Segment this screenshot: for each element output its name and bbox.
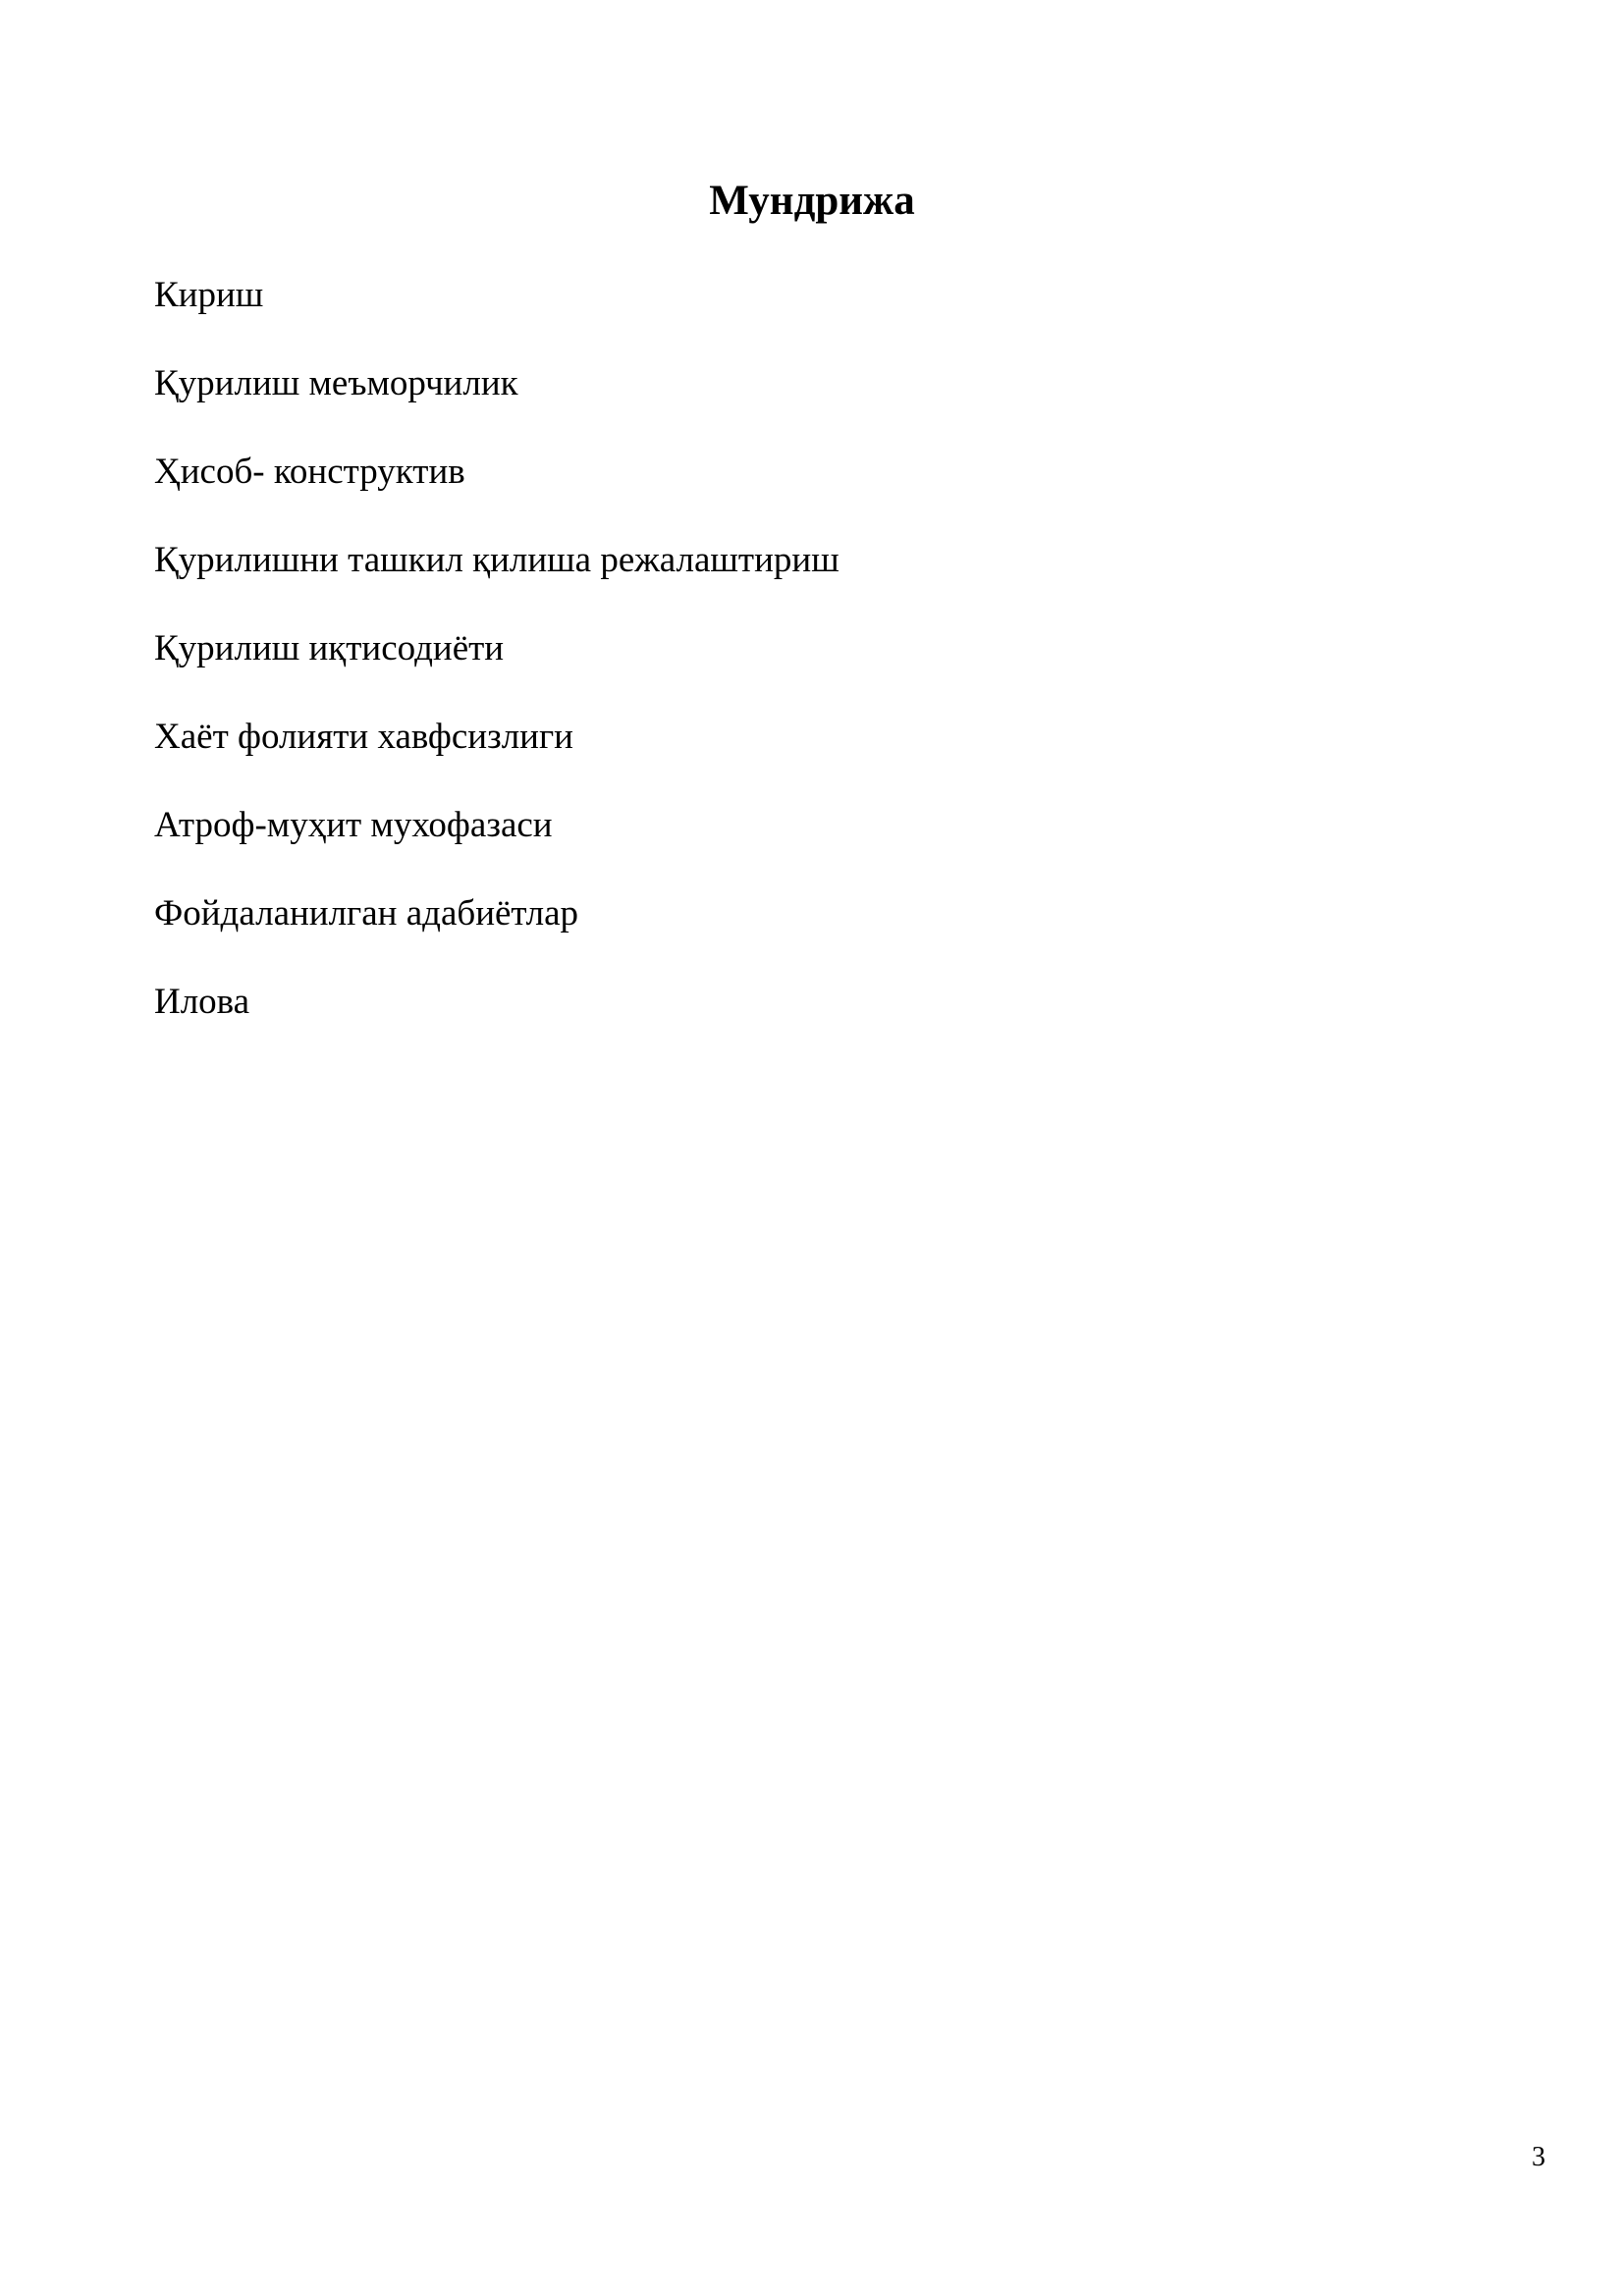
toc-item-life-safety: Хаёт фолияти хавфсизлиги — [154, 717, 573, 757]
page-number: 3 — [1532, 2142, 1545, 2172]
toc-item-references: Фойдаланилган адабиётлар — [154, 893, 579, 934]
toc-item-introduction: Кириш — [154, 275, 264, 315]
table-of-contents — [154, 273, 839, 1068]
page-title: Мундрижа — [709, 178, 915, 224]
toc-item-structural-calculation: Ҳисоб- конструктив — [154, 452, 465, 492]
toc-item-environmental-protection: Атроф-муҳит мухофазаси — [154, 805, 553, 845]
toc-item-construction-planning: Қурилишни ташкил қилиша режалаштириш — [154, 540, 839, 580]
toc-item-architecture: Қурилиш меъморчилик — [154, 363, 518, 403]
toc-item-appendix: Илова — [154, 982, 250, 1022]
toc-item-construction-economics: Қурилиш иқтисодиёти — [154, 628, 505, 668]
